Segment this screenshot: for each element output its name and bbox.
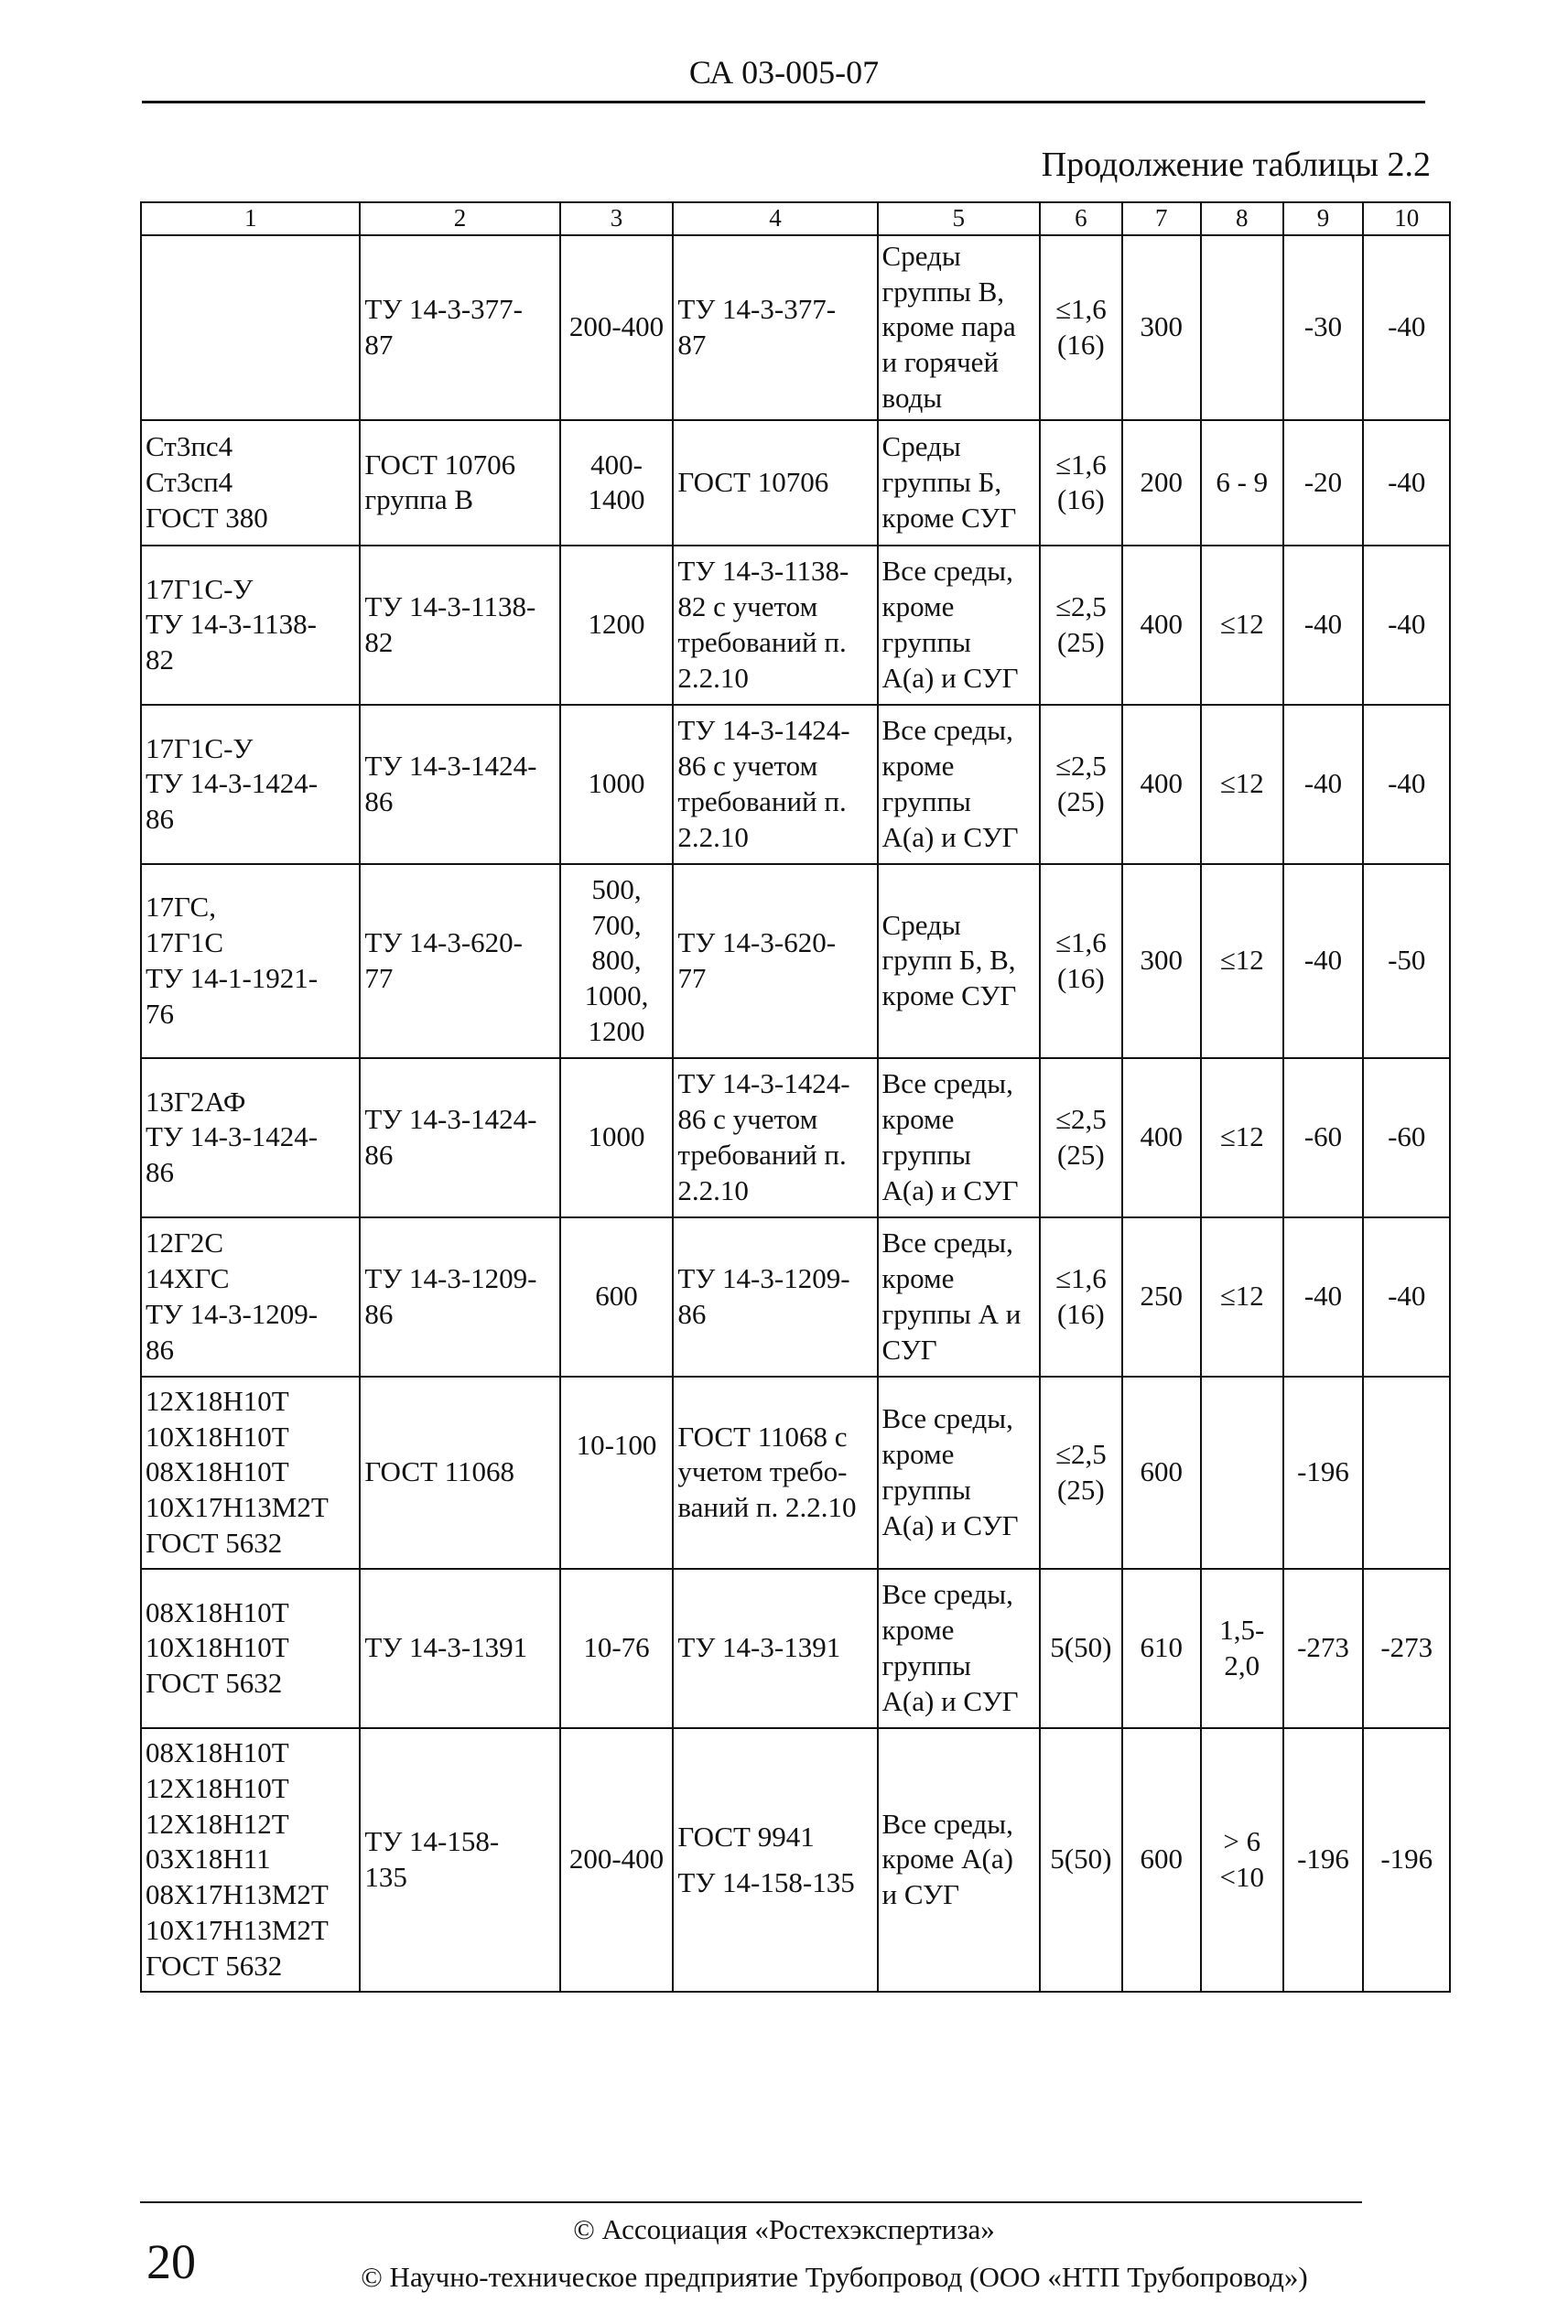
cell-wall-thickness: > 6 <10: [1201, 1728, 1283, 1992]
cell-steel-grade: 08Х18Н10Т 12Х18Н10Т 12Х18Н12Т 03Х18Н11 08Х17Н13М2Т 10Х17Н13М2Т ГОСТ 5632: [141, 1728, 360, 1992]
cell-max-temp: 300: [1122, 864, 1201, 1058]
cell-pipe-standard: ТУ 14-3-1209- 86: [360, 1217, 559, 1377]
table-row: [141, 705, 1450, 864]
cell-pressure: ≤2,5 (25): [1040, 705, 1122, 864]
cell-media: Все среды, кроме группы А(а) и СУГ: [878, 1058, 1041, 1217]
cell-media: Все среды, кроме группы А и СУГ: [878, 1217, 1041, 1377]
cell-pipe-standard: ТУ 14-3-1424- 86: [360, 1058, 559, 1217]
cell-wall-thickness: 6 - 9: [1201, 420, 1283, 546]
cell-media: Среды групп Б, В, кроме СУГ: [878, 864, 1041, 1058]
cell-steel-grade: 17ГС, 17Г1С ТУ 14-1-1921- 76: [141, 864, 360, 1058]
cell-diameter: 1000: [560, 705, 674, 864]
footer-rule: [140, 2201, 1362, 2203]
cell-min-temp-1: -273: [1283, 1569, 1364, 1728]
cell-requirements: ТУ 14-3-1424- 86 с учетом требований п. 2.2.10: [673, 705, 877, 864]
cell-min-temp-2: -40: [1363, 235, 1450, 420]
cell-pipe-standard: ТУ 14-3-1391: [360, 1569, 559, 1728]
cell-wall-thickness: ≤12: [1201, 1058, 1283, 1217]
cell-requirements: ГОСТ 9941 ТУ 14-158-135: [673, 1728, 877, 1992]
col-header: 2: [360, 202, 559, 235]
table-row: [141, 420, 1450, 546]
cell-max-temp: 250: [1122, 1217, 1201, 1377]
cell-max-temp: 600: [1122, 1728, 1201, 1992]
col-header: 4: [673, 202, 877, 235]
cell-media: Все среды, кроме группы А(а) и СУГ: [878, 546, 1041, 705]
header-rule: [142, 101, 1425, 103]
cell-steel-grade: Ст3пс4 Ст3сп4 ГОСТ 380: [141, 420, 360, 546]
table-header-row: [141, 202, 1450, 235]
col-header: 1: [141, 202, 360, 235]
cell-media: Все среды, кроме группы А(а) и СУГ: [878, 705, 1041, 864]
cell-requirements: ГОСТ 10706: [673, 420, 877, 546]
cell-pressure: ≤1,6 (16): [1040, 864, 1122, 1058]
cell-diameter: 200-400: [560, 235, 674, 420]
cell-min-temp-2: [1363, 1377, 1450, 1569]
cell-min-temp-2: -50: [1363, 864, 1450, 1058]
cell-pipe-standard: ТУ 14-3-377- 87: [360, 235, 559, 420]
col-header: 9: [1283, 202, 1364, 235]
table-row: [141, 864, 1450, 1058]
cell-pipe-standard: ТУ 14-3-1424- 86: [360, 705, 559, 864]
cell-min-temp-1: -196: [1283, 1377, 1364, 1569]
table-row: [141, 1377, 1450, 1569]
cell-media: Все среды, кроме А(а) и СУГ: [878, 1728, 1041, 1992]
cell-pressure: ≤2,5 (25): [1040, 1058, 1122, 1217]
cell-pipe-standard: ТУ 14-3-620- 77: [360, 864, 559, 1058]
cell-min-temp-1: -40: [1283, 864, 1364, 1058]
cell-requirements: ГОСТ 11068 с учетом требо- ваний п. 2.2.10: [673, 1377, 877, 1569]
col-header: 5: [878, 202, 1041, 235]
cell-min-temp-1: -196: [1283, 1728, 1364, 1992]
cell-wall-thickness: [1201, 235, 1283, 420]
footer-copyright-1: © Ассоциация «Ростехэкспертиза»: [573, 2213, 995, 2245]
col-header: 8: [1201, 202, 1283, 235]
cell-max-temp: 600: [1122, 1377, 1201, 1569]
materials-table: [140, 201, 1451, 1993]
cell-pipe-standard: ТУ 14-3-1138- 82: [360, 546, 559, 705]
cell-pipe-standard: ГОСТ 10706 группа В: [360, 420, 559, 546]
table-row: [141, 546, 1450, 705]
cell-wall-thickness: ≤12: [1201, 1217, 1283, 1377]
cell-pipe-standard: ГОСТ 11068: [360, 1377, 559, 1569]
cell-media: Все среды, кроме группы А(а) и СУГ: [878, 1569, 1041, 1728]
cell-min-temp-2: -60: [1363, 1058, 1450, 1217]
table-row: [141, 235, 1450, 420]
cell-wall-thickness: ≤12: [1201, 705, 1283, 864]
cell-min-temp-1: -40: [1283, 1217, 1364, 1377]
cell-min-temp-2: -273: [1363, 1569, 1450, 1728]
cell-max-temp: 200: [1122, 420, 1201, 546]
cell-min-temp-2: -40: [1363, 420, 1450, 546]
cell-diameter: 1200: [560, 546, 674, 705]
cell-wall-thickness: ≤12: [1201, 546, 1283, 705]
cell-diameter: 10-100: [560, 1377, 674, 1569]
cell-wall-thickness: [1201, 1377, 1283, 1569]
table-row: [141, 1058, 1450, 1217]
cell-min-temp-2: -40: [1363, 1217, 1450, 1377]
table-row: [141, 1217, 1450, 1377]
cell-steel-grade: 12Х18Н10Т 10Х18Н10Т 08Х18Н10Т 10Х17Н13М2Т ГОСТ 5632: [141, 1377, 360, 1569]
cell-requirements: ТУ 14-3-1391: [673, 1569, 877, 1728]
cell-pressure: 5(50): [1040, 1569, 1122, 1728]
table-row: [141, 1569, 1450, 1728]
table-row: [141, 1728, 1450, 1992]
cell-max-temp: 300: [1122, 235, 1201, 420]
cell-diameter: 10-76: [560, 1569, 674, 1728]
cell-pressure: ≤1,6 (16): [1040, 235, 1122, 420]
cell-requirements: ТУ 14-3-1138- 82 с учетом требований п. 2.2.10: [673, 546, 877, 705]
cell-requirements: ТУ 14-3-1209- 86: [673, 1217, 877, 1377]
cell-wall-thickness: 1,5- 2,0: [1201, 1569, 1283, 1728]
cell-max-temp: 400: [1122, 546, 1201, 705]
cell-diameter: 500, 700, 800, 1000, 1200: [560, 864, 674, 1058]
footer-copyright-2: © Научно-техническое предприятие Трубопровод (ООО «НТП Трубопровод»): [361, 2261, 1308, 2293]
page-number: 20: [146, 2234, 196, 2289]
cell-min-temp-1: -30: [1283, 235, 1364, 420]
cell-max-temp: 400: [1122, 705, 1201, 864]
cell-pipe-standard: ТУ 14-158- 135: [360, 1728, 559, 1992]
cell-min-temp-2: -196: [1363, 1728, 1450, 1992]
cell-min-temp-1: -40: [1283, 546, 1364, 705]
cell-diameter: 400- 1400: [560, 420, 674, 546]
cell-steel-grade: 08Х18Н10Т 10Х18Н10Т ГОСТ 5632: [141, 1569, 360, 1728]
table-continuation-caption: Продолжение таблицы 2.2: [1041, 146, 1431, 184]
document-code: СА 03-005-07: [688, 54, 880, 91]
cell-pressure: ≤2,5 (25): [1040, 546, 1122, 705]
cell-diameter: 200-400: [560, 1728, 674, 1992]
cell-steel-grade: 13Г2АФ ТУ 14-3-1424- 86: [141, 1058, 360, 1217]
cell-requirements: ТУ 14-3-620- 77: [673, 864, 877, 1058]
cell-media: Все среды, кроме группы А(а) и СУГ: [878, 1377, 1041, 1569]
cell-media: Среды группы В, кроме пара и горячей воды: [878, 235, 1041, 420]
col-header: 3: [560, 202, 674, 235]
cell-requirements: ТУ 14-3-1424- 86 с учетом требований п. 2.2.10: [673, 1058, 877, 1217]
cell-diameter: 600: [560, 1217, 674, 1377]
cell-pressure: ≤2,5 (25): [1040, 1377, 1122, 1569]
cell-max-temp: 610: [1122, 1569, 1201, 1728]
cell-steel-grade: [141, 235, 360, 420]
col-header: 6: [1040, 202, 1122, 235]
col-header: 10: [1363, 202, 1450, 235]
cell-min-temp-1: -20: [1283, 420, 1364, 546]
cell-steel-grade: 12Г2С 14ХГС ТУ 14-3-1209- 86: [141, 1217, 360, 1377]
cell-steel-grade: 17Г1С-У ТУ 14-3-1424- 86: [141, 705, 360, 864]
cell-steel-grade: 17Г1С-У ТУ 14-3-1138- 82: [141, 546, 360, 705]
cell-min-temp-1: -40: [1283, 705, 1364, 864]
cell-requirements: ТУ 14-3-377- 87: [673, 235, 877, 420]
cell-pressure: 5(50): [1040, 1728, 1122, 1992]
cell-min-temp-2: -40: [1363, 546, 1450, 705]
cell-diameter: 1000: [560, 1058, 674, 1217]
cell-media: Среды группы Б, кроме СУГ: [878, 420, 1041, 546]
cell-min-temp-2: -40: [1363, 705, 1450, 864]
cell-pressure: ≤1,6 (16): [1040, 1217, 1122, 1377]
cell-pressure: ≤1,6 (16): [1040, 420, 1122, 546]
cell-wall-thickness: ≤12: [1201, 864, 1283, 1058]
cell-min-temp-1: -60: [1283, 1058, 1364, 1217]
cell-max-temp: 400: [1122, 1058, 1201, 1217]
col-header: 7: [1122, 202, 1201, 235]
